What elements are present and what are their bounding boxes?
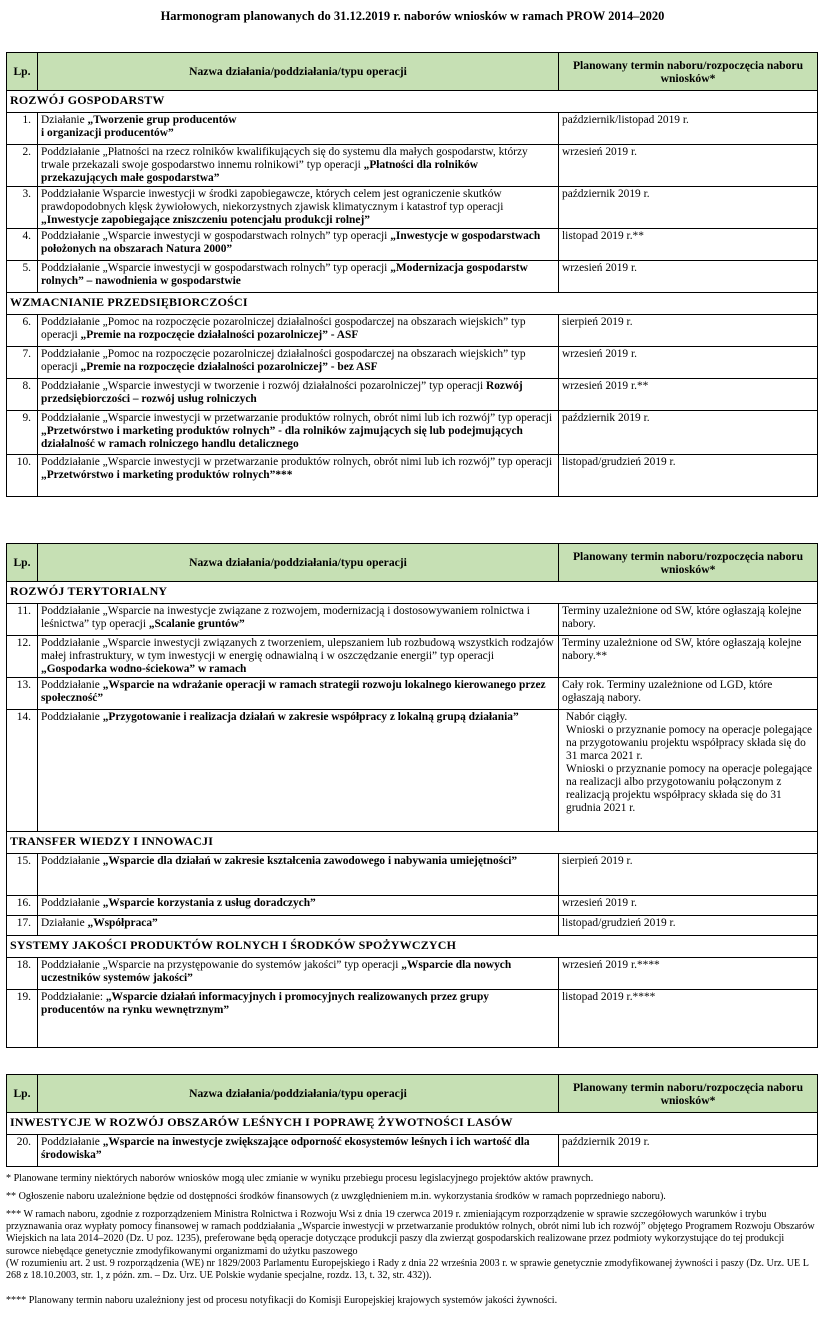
- section-title: INWESTYCJE W ROZWÓJ OBSZARÓW LEŚNYCH I POPRAWĘ ŻYWOTNOŚCI LASÓW: [7, 1113, 818, 1135]
- section-header-row: [7, 832, 818, 854]
- cell-lp: 15.: [7, 854, 38, 896]
- cell-lp: 5.: [7, 261, 38, 293]
- table-row: [7, 187, 818, 229]
- header-lp: Lp.: [7, 544, 38, 582]
- cell-name: Poddziałanie „Przygotowanie i realizacja działań w zakresie współpracy z lokalną grupą działania”: [38, 710, 559, 832]
- cell-name: Poddziałanie „Wsparcie inwestycji w tworzenie i rozwój działalności pozarolniczej” typ operacji Rozwój przedsiębiorczości – rozwój usług rolniczych: [38, 379, 559, 411]
- cell-name: Poddziałanie „Wsparcie na inwestycje zwiększające odporność ekosystemów leśnych i ich wartość dla środowiska”: [38, 1135, 559, 1167]
- cell-name: Działanie „Tworzenie grup producentów i organizacji producentów”: [38, 113, 559, 145]
- cell-term: Terminy uzależnione od SW, które ogłaszają kolejne nabory.: [559, 604, 818, 636]
- cell-term: wrzesień 2019 r.: [559, 896, 818, 916]
- cell-name: Poddziałanie „Wsparcie inwestycji w przetwarzanie produktów rolnych, obrót nimi lub ich rozwój” typ operacji „Przetwórstwo i marketing produktów rolnych” - dla rolników zajmujących się lub podejmujących działalność w ramach rolniczego handlu detalicznego: [38, 411, 559, 455]
- cell-name: Poddziałanie „Wsparcie inwestycji w przetwarzanie produktów rolnych, obrót nimi lub ich rozwój” typ operacji „Przetwórstwo i marketing produktów rolnych”***: [38, 455, 559, 497]
- cell-name: Poddziałanie „Wsparcie inwestycji w gospodarstwach rolnych” typ operacji „Modernizacja gospodarstw rolnych” – nawodnienia w gospodarstwie: [38, 261, 559, 293]
- header-term: Planowany termin naboru/rozpoczęcia naboru wniosków*: [559, 53, 818, 91]
- section-title: ROZWÓJ TERYTORIALNY: [7, 582, 818, 604]
- section-header-row: [7, 582, 818, 604]
- cell-name: Poddziałanie „Pomoc na rozpoczęcie pozarolniczej działalności gospodarczej na obszarach wiejskich” typ operacji „Premie na rozpoczęcie działalności pozarolniczej” - bez ASF: [38, 347, 559, 379]
- cell-lp: 9.: [7, 411, 38, 455]
- table-row: [7, 604, 818, 636]
- cell-lp: 19.: [7, 990, 38, 1048]
- table-header: [7, 544, 818, 582]
- cell-term: październik/listopad 2019 r.: [559, 113, 818, 145]
- table-row: [7, 710, 818, 832]
- cell-lp: 17.: [7, 916, 38, 936]
- cell-term: wrzesień 2019 r.: [559, 261, 818, 293]
- cell-term: październik 2019 r.: [559, 1135, 818, 1167]
- cell-term: listopad/grudzień 2019 r.: [559, 916, 818, 936]
- cell-lp: 3.: [7, 187, 38, 229]
- cell-term: Nabór ciągły. Wnioski o przyznanie pomocy na operacje polegające na przygotowaniu projektu współpracy składa się do 31 marca 2021 r. Wnioski o przyznanie pomocy na operacje polegające na realizacji albo przygotowaniu połączonym z realizacją projektu współpracy składa się do 31 grudnia 2021 r.: [559, 710, 818, 832]
- cell-term: Terminy uzależnione od SW, które ogłaszają kolejne nabory.**: [559, 636, 818, 678]
- cell-name: Poddziałanie „Wsparcie korzystania z usług doradczych”: [38, 896, 559, 916]
- table-row: [7, 896, 818, 916]
- cell-term: październik 2019 r.: [559, 187, 818, 229]
- cell-name: Działanie „Współpraca”: [38, 916, 559, 936]
- table-row: [7, 145, 818, 187]
- cell-lp: 7.: [7, 347, 38, 379]
- schedule-table-2: [6, 543, 818, 1048]
- header-name: Nazwa działania/poddziałania/typu operacji: [38, 1075, 559, 1113]
- section-title: SYSTEMY JAKOŚCI PRODUKTÓW ROLNYCH I ŚRODKÓW SPOŻYWCZYCH: [7, 936, 818, 958]
- cell-term: sierpień 2019 r.: [559, 315, 818, 347]
- header-lp: Lp.: [7, 53, 38, 91]
- footnote-3-text: *** W ramach naboru, zgodnie z rozporządzeniem Ministra Rolnictwa i Rozwoju Wsi z dnia 19 czerwca 2019 r. zmieniającym rozporządzenie w sprawie szczegółowych warunków i trybu przyznawania oraz wypłaty pomocy finansowej w ramach poddziałania „Wsparcie inwestycji w przetwarzanie produktów rolnych, obrót nimi lub ich rozwój” objętego Programem Rozwoju Obszarów Wiejskich na lata 2014–2020 (Dz. U poz. 1235), preferowane będą operacje dotyczące produkcji paszy dla zwierząt gospodarskich realizowane przez podmioty wykorzystujące do tej produkcji surowce niebędące genetycznie zmodyfikowanymi organizmami do użytku paszowego: [6, 1209, 815, 1257]
- cell-lp: 18.: [7, 958, 38, 990]
- cell-name: Poddziałanie „Wsparcie dla działań w zakresie kształcenia zawodowego i nabywania umiejętności”: [38, 854, 559, 896]
- cell-name: Poddziałanie „Wsparcie na przystępowanie do systemów jakości” typ operacji „Wsparcie dla nowych uczestników systemów jakości”: [38, 958, 559, 990]
- table-row: [7, 990, 818, 1048]
- cell-term: listopad/grudzień 2019 r.: [559, 455, 818, 497]
- table-row: [7, 113, 818, 145]
- cell-term: wrzesień 2019 r.: [559, 145, 818, 187]
- cell-lp: 14.: [7, 710, 38, 832]
- header-name: Nazwa działania/poddziałania/typu operacji: [38, 544, 559, 582]
- section-header-row: [7, 91, 818, 113]
- cell-name: Poddziałanie „Wsparcie inwestycji w gospodarstwach rolnych” typ operacji „Inwestycje w gospodarstwach położonych na obszarach Natura 2000”: [38, 229, 559, 261]
- cell-term: wrzesień 2019 r.****: [559, 958, 818, 990]
- cell-term: Cały rok. Terminy uzależnione od LGD, które ogłaszają nabory.: [559, 678, 818, 710]
- page-title: Harmonogram planowanych do 31.12.2019 r. naborów wniosków w ramach PROW 2014–2020: [160, 9, 665, 23]
- cell-term: wrzesień 2019 r.**: [559, 379, 818, 411]
- header-name: Nazwa działania/poddziałania/typu operacji: [38, 53, 559, 91]
- cell-term: wrzesień 2019 r.: [559, 347, 818, 379]
- cell-lp: 20.: [7, 1135, 38, 1167]
- table-row: [7, 411, 818, 455]
- cell-name: Poddziałanie: „Wsparcie działań informacyjnych i promocyjnych realizowanych przez grupy producentów na rynku wewnętrznym”: [38, 990, 559, 1048]
- section-title: ROZWÓJ GOSPODARSTW: [7, 91, 818, 113]
- section-title: TRANSFER WIEDZY I INNOWACJI: [7, 832, 818, 854]
- cell-lp: 10.: [7, 455, 38, 497]
- table-header: [7, 1075, 818, 1113]
- header-term: Planowany termin naboru/rozpoczęcia naboru wniosków*: [559, 1075, 818, 1113]
- table-row: [7, 916, 818, 936]
- table-row: [7, 1135, 818, 1167]
- table-row: [7, 958, 818, 990]
- footnote-1: * Planowane terminy niektórych naborów wniosków mogą ulec zmianie w wyniku przebiegu procesu legislacyjnego projektów aktów prawnych.: [6, 1173, 594, 1184]
- cell-name: Poddziałanie Wsparcie inwestycji w środki zapobiegawcze, których celem jest ograniczenie skutków prawdopodobnych klęsk żywiołowych, niekorzystnych zjawisk klimatycznym i katastrof typ operacji „Inwestycje zapobiegające zniszczeniu potencjału produkcji rolnej”: [38, 187, 559, 229]
- table-row: [7, 315, 818, 347]
- cell-term: sierpień 2019 r.: [559, 854, 818, 896]
- header-lp: Lp.: [7, 1075, 38, 1113]
- cell-lp: 6.: [7, 315, 38, 347]
- cell-lp: 8.: [7, 379, 38, 411]
- schedule-table-3: [6, 1074, 818, 1167]
- footnote-2: ** Ogłoszenie naboru uzależnione będzie od dostępności środków finansowych (z uwzględnieniem m.in. wykorzystania środków w ramach poprzedniego naboru).: [6, 1191, 666, 1202]
- cell-lp: 1.: [7, 113, 38, 145]
- cell-lp: 13.: [7, 678, 38, 710]
- cell-lp: 16.: [7, 896, 38, 916]
- table-row: [7, 678, 818, 710]
- cell-name: Poddziałanie „Wsparcie na wdrażanie operacji w ramach strategii rozwoju lokalnego kierowanego przez społeczność”: [38, 678, 559, 710]
- footnote-3: [6, 1209, 818, 1282]
- table-row: [7, 455, 818, 497]
- cell-lp: 12.: [7, 636, 38, 678]
- table-row: [7, 261, 818, 293]
- cell-lp: 11.: [7, 604, 38, 636]
- cell-name: Poddziałanie „Pomoc na rozpoczęcie pozarolniczej działalności gospodarczej na obszarach wiejskich” typ operacji „Premie na rozpoczęcie działalności pozarolniczej” - ASF: [38, 315, 559, 347]
- schedule-table-1: [6, 52, 818, 497]
- table-row: [7, 347, 818, 379]
- section-header-row: [7, 1113, 818, 1135]
- cell-term: październik 2019 r.: [559, 411, 818, 455]
- cell-name: Poddziałanie „Wsparcie na inwestycje związane z rozwojem, modernizacją i dostosowywaniem rolnictwa i leśnictwa” typ operacji „Scalanie gruntów”: [38, 604, 559, 636]
- header-term: Planowany termin naboru/rozpoczęcia naboru wniosków*: [559, 544, 818, 582]
- cell-name: Poddziałanie „Płatności na rzecz rolników kwalifikujących się do systemu dla małych gospodarstw, którzy trwale przekazali swoje gospodarstwo innemu rolnikowi” typ operacji „Płatności dla rolników przekazujących małe gospodarstwa”: [38, 145, 559, 187]
- table-row: [7, 379, 818, 411]
- cell-lp: 2.: [7, 145, 38, 187]
- footnote-4: **** Planowany termin naboru uzależniony jest od procesu notyfikacji do Komisji Europejskiej krajowych systemów jakości żywności.: [6, 1295, 558, 1306]
- table-row: [7, 636, 818, 678]
- section-title: WZMACNIANIE PRZEDSIĘBIORCZOŚCI: [7, 293, 818, 315]
- cell-lp: 4.: [7, 229, 38, 261]
- cell-term: listopad 2019 r.****: [559, 990, 818, 1048]
- section-header-row: [7, 293, 818, 315]
- table-header: [7, 53, 818, 91]
- section-header-row: [7, 936, 818, 958]
- footnote-3-text-b: (W rozumieniu art. 2 ust. 9 rozporządzenia (WE) nr 1829/2003 Parlamentu Europejskiego i Rady z dnia 22 września 2003 r. w sprawie genetycznie zmodyfikowanej żywności i paszy (Dz. Urz. UE L 268 z 18.10.2003, str. 1, z późn. zm. – Dz. Urz. UE Polskie wydanie specjalne, rozdz. 13, t. 32, str. 432)).: [6, 1257, 809, 1282]
- table-row: [7, 854, 818, 896]
- table-row: [7, 229, 818, 261]
- cell-name: Poddziałanie „Wsparcie inwestycji związanych z tworzeniem, ulepszaniem lub rozbudową wszystkich rodzajów małej infrastruktury, w tym inwestycji w energię odnawialną i w oszczędzanie energii” typ operacji „Gospodarka wodno-ściekowa” w ramach: [38, 636, 559, 678]
- cell-term: listopad 2019 r.**: [559, 229, 818, 261]
